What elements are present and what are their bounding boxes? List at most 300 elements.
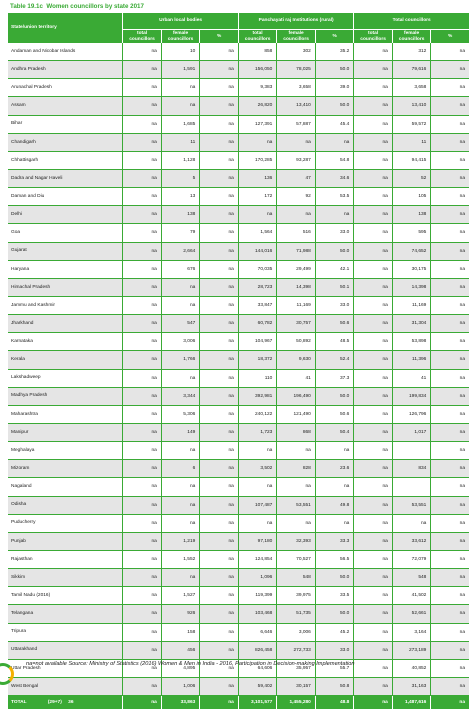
state-name-cell: Sikkim — [8, 569, 122, 587]
value-cell: 28,723 — [238, 279, 277, 297]
total-states-sum: 36 — [68, 699, 74, 705]
value-cell: na — [353, 370, 392, 388]
value-cell: 31,163 — [392, 678, 431, 696]
value-cell: na — [238, 134, 277, 152]
value-cell: na — [353, 97, 392, 115]
state-name-cell: Kerala — [8, 351, 122, 369]
value-cell: na — [161, 497, 200, 515]
table-row — [8, 605, 469, 623]
rural-total-header: total councillors — [238, 29, 277, 43]
state-name-cell: Daman and Diu — [8, 188, 122, 206]
value-cell: na — [122, 424, 161, 442]
value-cell: 3,658 — [276, 79, 315, 97]
value-cell: 273,189 — [392, 642, 431, 660]
value-cell: na — [353, 170, 392, 188]
value-cell: 37.3 — [315, 370, 354, 388]
value-cell: na — [122, 43, 161, 61]
table-number: Table 19.1c — [10, 3, 43, 10]
value-cell: na — [430, 61, 469, 79]
total-cell: na — [430, 696, 469, 709]
value-cell: 3,164 — [392, 624, 431, 642]
value-cell: na — [122, 388, 161, 406]
state-name-cell: Chandigarh — [8, 134, 122, 152]
value-cell: na — [199, 116, 238, 134]
state-name-cell: Haryana — [8, 261, 122, 279]
value-cell: na — [430, 478, 469, 496]
table-row — [8, 533, 469, 551]
value-cell: na — [430, 533, 469, 551]
value-cell: na — [392, 515, 431, 533]
value-cell: na — [122, 642, 161, 660]
value-cell: 70,035 — [238, 261, 277, 279]
source-footnote: na=not available Source: Ministry of Statistics (2016) Women & Men in India - 2016, Participation in Decision-making Implementation — [26, 661, 355, 667]
value-cell: na — [199, 170, 238, 188]
value-cell: na — [161, 297, 200, 315]
value-cell: 52,661 — [392, 605, 431, 623]
value-cell: na — [161, 515, 200, 533]
value-cell: na — [122, 315, 161, 333]
value-cell: 149 — [161, 424, 200, 442]
value-cell: na — [238, 515, 277, 533]
value-cell: na — [199, 388, 238, 406]
value-cell: 124,854 — [238, 551, 277, 569]
value-cell: na — [199, 261, 238, 279]
state-name-cell: Telangana — [8, 605, 122, 623]
value-cell: 74,652 — [392, 243, 431, 261]
table-row — [8, 279, 469, 297]
value-cell: 29,499 — [276, 261, 315, 279]
value-cell: na — [122, 152, 161, 170]
state-name-cell: Himachal Pradesh — [8, 279, 122, 297]
value-cell: na — [430, 642, 469, 660]
value-cell: na — [353, 79, 392, 97]
value-cell: na — [430, 315, 469, 333]
value-cell: na — [122, 116, 161, 134]
value-cell: na — [199, 551, 238, 569]
value-cell: 48.5 — [315, 333, 354, 351]
value-cell: 172 — [238, 188, 277, 206]
total-cell: 48.8 — [315, 696, 354, 709]
value-cell: 53,898 — [392, 333, 431, 351]
value-cell: na — [199, 79, 238, 97]
value-cell: 50.0 — [315, 569, 354, 587]
value-cell: 32,393 — [276, 533, 315, 551]
value-cell: na — [430, 660, 469, 678]
value-cell: na — [199, 442, 238, 460]
total-label: TOTAL — [11, 699, 27, 705]
value-cell: 50.6 — [315, 315, 354, 333]
total-cell: na — [353, 696, 392, 709]
value-cell: na — [430, 116, 469, 134]
value-cell: 50.0 — [315, 388, 354, 406]
value-cell: na — [353, 497, 392, 515]
value-cell: 11,169 — [276, 297, 315, 315]
value-cell: 1,006 — [161, 678, 200, 696]
value-cell: 59,572 — [392, 116, 431, 134]
state-name-cell: Nagaland — [8, 478, 122, 496]
total-cell: 1,487,616 — [392, 696, 431, 709]
state-name-cell: Delhi — [8, 206, 122, 224]
value-cell: na — [353, 243, 392, 261]
value-cell: na — [122, 442, 161, 460]
value-cell: 93,287 — [276, 152, 315, 170]
value-cell: 3,006 — [276, 624, 315, 642]
value-cell: 52.4 — [315, 351, 354, 369]
value-cell: na — [430, 460, 469, 478]
value-cell: na — [122, 678, 161, 696]
urban-pct-header: % — [199, 29, 238, 43]
state-name-cell: Lakshadweep — [8, 370, 122, 388]
state-name-cell: Jammu and Kashmir — [8, 297, 122, 315]
value-cell: 1,685 — [161, 116, 200, 134]
value-cell: 50.8 — [315, 678, 354, 696]
value-cell: na — [353, 279, 392, 297]
value-cell: na — [353, 224, 392, 242]
value-cell: 119,399 — [238, 587, 277, 605]
value-cell: na — [430, 515, 469, 533]
value-cell: 196,490 — [276, 388, 315, 406]
value-cell: na — [430, 79, 469, 97]
value-cell: 144,016 — [238, 243, 277, 261]
value-cell: 64,606 — [238, 660, 277, 678]
total-cell: na — [199, 696, 238, 709]
value-cell: 121,490 — [276, 406, 315, 424]
value-cell: 50.0 — [315, 605, 354, 623]
value-cell: na — [122, 333, 161, 351]
value-cell: na — [430, 624, 469, 642]
value-cell: na — [353, 297, 392, 315]
total-label-cell — [8, 696, 122, 709]
value-cell: na — [353, 587, 392, 605]
value-cell: na — [122, 79, 161, 97]
value-cell: na — [430, 424, 469, 442]
value-cell: na — [430, 497, 469, 515]
table-row — [8, 243, 469, 261]
value-cell: na — [122, 478, 161, 496]
value-cell: 13,410 — [392, 97, 431, 115]
state-name-cell: Puducherry — [8, 515, 122, 533]
value-cell: 3,658 — [392, 79, 431, 97]
value-cell: na — [122, 261, 161, 279]
value-cell: 60,782 — [238, 315, 277, 333]
value-cell: 199,834 — [392, 388, 431, 406]
value-cell: 35,957 — [276, 660, 315, 678]
value-cell: 34.6 — [315, 170, 354, 188]
value-cell: 1,766 — [161, 351, 200, 369]
value-cell: na — [353, 206, 392, 224]
table-row — [8, 515, 469, 533]
value-cell: 50.0 — [315, 61, 354, 79]
value-cell: na — [353, 116, 392, 134]
total-row — [8, 696, 469, 709]
value-cell: na — [353, 61, 392, 79]
state-name-cell: Jharkhand — [8, 315, 122, 333]
value-cell: 35.2 — [315, 43, 354, 61]
urban-female-header: female councillors — [161, 29, 200, 43]
value-cell: 4,895 — [161, 660, 200, 678]
value-cell: na — [353, 605, 392, 623]
value-cell: 33,612 — [392, 533, 431, 551]
value-cell: na — [430, 134, 469, 152]
value-cell: na — [353, 388, 392, 406]
value-cell: 302 — [276, 43, 315, 61]
value-cell: na — [199, 569, 238, 587]
state-name-cell: Meghalaya — [8, 442, 122, 460]
table-row — [8, 388, 469, 406]
value-cell: na — [353, 424, 392, 442]
value-cell: na — [353, 624, 392, 642]
value-cell: 11 — [392, 134, 431, 152]
state-name-cell: Maharashtra — [8, 406, 122, 424]
table-row — [8, 569, 469, 587]
value-cell: na — [199, 642, 238, 660]
value-cell: 170,285 — [238, 152, 277, 170]
value-cell: 59,402 — [238, 678, 277, 696]
value-cell: 53,551 — [276, 497, 315, 515]
value-cell: na — [199, 243, 238, 261]
value-cell: na — [122, 533, 161, 551]
value-cell: 18,372 — [238, 351, 277, 369]
value-cell: 158 — [161, 624, 200, 642]
value-cell: 14,398 — [392, 279, 431, 297]
value-cell — [392, 478, 431, 496]
value-cell: na — [430, 279, 469, 297]
value-cell: na — [315, 134, 354, 152]
value-cell: na — [199, 188, 238, 206]
value-cell: na — [161, 79, 200, 97]
value-cell: na — [199, 587, 238, 605]
value-cell: 676 — [161, 261, 200, 279]
value-cell: na — [122, 497, 161, 515]
value-cell: 127,391 — [238, 116, 277, 134]
value-cell: na — [430, 333, 469, 351]
value-cell: na — [122, 297, 161, 315]
table-row — [8, 297, 469, 315]
value-cell: na — [353, 569, 392, 587]
table-row — [8, 406, 469, 424]
table-row — [8, 587, 469, 605]
value-cell: 11,396 — [392, 351, 431, 369]
table-row — [8, 188, 469, 206]
value-cell: na — [122, 170, 161, 188]
value-cell: 516 — [276, 224, 315, 242]
value-cell: na — [122, 206, 161, 224]
rural-female-header: female councillors — [276, 29, 315, 43]
table-row — [8, 478, 469, 496]
table-title — [10, 3, 144, 10]
state-name-cell: Tamil Nadu (2016) — [8, 587, 122, 605]
state-name-cell: Gujarat — [8, 243, 122, 261]
value-cell: na — [122, 569, 161, 587]
value-cell: na — [353, 660, 392, 678]
value-cell: na — [276, 478, 315, 496]
value-cell: na — [315, 515, 354, 533]
councillors-table — [8, 13, 469, 709]
value-cell: na — [199, 206, 238, 224]
value-cell: na — [199, 678, 238, 696]
value-cell: na — [353, 351, 392, 369]
value-cell: na — [122, 134, 161, 152]
value-cell: na — [238, 478, 277, 496]
value-cell: na — [199, 460, 238, 478]
value-cell: na — [122, 243, 161, 261]
state-name-cell: Punjab — [8, 533, 122, 551]
value-cell: 3,344 — [161, 388, 200, 406]
value-cell: 107,487 — [238, 497, 277, 515]
value-cell: na — [122, 624, 161, 642]
value-cell: 94,415 — [392, 152, 431, 170]
value-cell: na — [430, 587, 469, 605]
value-cell: na — [199, 61, 238, 79]
value-cell: 272,733 — [276, 642, 315, 660]
value-cell: 41 — [392, 370, 431, 388]
value-cell: 828 — [276, 460, 315, 478]
value-cell: na — [430, 206, 469, 224]
value-cell: 9,630 — [276, 351, 315, 369]
value-cell: na — [430, 605, 469, 623]
value-cell: na — [276, 206, 315, 224]
value-cell: na — [199, 660, 238, 678]
value-cell: na — [276, 515, 315, 533]
value-cell: na — [276, 442, 315, 460]
value-cell: 72,079 — [392, 551, 431, 569]
value-cell: na — [430, 569, 469, 587]
value-cell: 30,757 — [276, 315, 315, 333]
value-cell: 548 — [392, 569, 431, 587]
value-cell: 79,616 — [392, 61, 431, 79]
value-cell: 53,551 — [392, 497, 431, 515]
value-cell: na — [122, 97, 161, 115]
value-cell: 548 — [276, 569, 315, 587]
state-name-cell: Chhattisgarh — [8, 152, 122, 170]
value-cell: na — [122, 370, 161, 388]
table-row — [8, 642, 469, 660]
value-cell: 456 — [161, 642, 200, 660]
value-cell: 312 — [392, 43, 431, 61]
value-cell: 6 — [161, 460, 200, 478]
table-row — [8, 497, 469, 515]
value-cell: 50,892 — [276, 333, 315, 351]
table-row — [8, 61, 469, 79]
value-cell: na — [353, 515, 392, 533]
all-total-header: total councillors — [353, 29, 392, 43]
value-cell: 45.4 — [315, 116, 354, 134]
table-row — [8, 624, 469, 642]
value-cell: 6,646 — [238, 624, 277, 642]
value-cell: na — [199, 315, 238, 333]
value-cell: na — [430, 406, 469, 424]
state-name-cell: Karnataka — [8, 333, 122, 351]
value-cell: 92 — [276, 188, 315, 206]
value-cell: na — [315, 206, 354, 224]
value-cell: 5,306 — [161, 406, 200, 424]
value-cell: 240,122 — [238, 406, 277, 424]
value-cell: 39.0 — [315, 79, 354, 97]
value-cell: 1,552 — [161, 551, 200, 569]
value-cell: 55.7 — [315, 660, 354, 678]
value-cell: na — [430, 261, 469, 279]
value-cell: 104,967 — [238, 333, 277, 351]
value-cell: 834 — [392, 460, 431, 478]
total-states-count: (29+7) — [47, 699, 62, 705]
value-cell: na — [199, 351, 238, 369]
value-cell: 50.1 — [315, 279, 354, 297]
table-row — [8, 152, 469, 170]
value-cell: 1,527 — [161, 587, 200, 605]
state-name-cell: Odisha — [8, 497, 122, 515]
value-cell: 50.0 — [315, 97, 354, 115]
value-cell: 54.8 — [315, 152, 354, 170]
value-cell: 2,664 — [161, 243, 200, 261]
value-cell: na — [430, 188, 469, 206]
value-cell: na — [276, 134, 315, 152]
state-name-cell: Assam — [8, 97, 122, 115]
state-name-cell: Bihar — [8, 116, 122, 134]
table-row — [8, 424, 469, 442]
value-cell: na — [199, 134, 238, 152]
value-cell: na — [353, 551, 392, 569]
value-cell: na — [122, 188, 161, 206]
value-cell: 30,175 — [392, 261, 431, 279]
state-name-cell: Tripura — [8, 624, 122, 642]
value-cell: na — [430, 97, 469, 115]
value-cell: 926 — [161, 605, 200, 623]
value-cell: na — [353, 478, 392, 496]
value-cell: na — [353, 134, 392, 152]
value-cell: na — [353, 261, 392, 279]
value-cell: na — [353, 642, 392, 660]
value-cell: 1,128 — [161, 152, 200, 170]
value-cell: 53.5 — [315, 188, 354, 206]
table-row — [8, 442, 469, 460]
value-cell: na — [161, 478, 200, 496]
value-cell: na — [199, 624, 238, 642]
value-cell: na — [430, 678, 469, 696]
value-cell: na — [199, 424, 238, 442]
value-cell: na — [199, 97, 238, 115]
value-cell: 97,180 — [238, 533, 277, 551]
value-cell: 105 — [392, 188, 431, 206]
value-cell: na — [199, 224, 238, 242]
table-row — [8, 170, 469, 188]
table-row — [8, 97, 469, 115]
value-cell: 110 — [238, 370, 277, 388]
value-cell: 156,050 — [238, 61, 277, 79]
value-cell: 31,304 — [392, 315, 431, 333]
value-cell: 33.5 — [315, 587, 354, 605]
value-cell: 1,096 — [238, 569, 277, 587]
value-cell: 78,025 — [276, 61, 315, 79]
value-cell: na — [199, 297, 238, 315]
value-cell: 13,410 — [276, 97, 315, 115]
value-cell: na — [122, 515, 161, 533]
value-cell: 14,398 — [276, 279, 315, 297]
state-name-cell: West Bengal — [8, 678, 122, 696]
value-cell: 49.8 — [315, 497, 354, 515]
value-cell: 33.3 — [315, 533, 354, 551]
value-cell: 50.6 — [315, 406, 354, 424]
panchayat-group-header: Panchayati raj Institutions (rural) — [238, 13, 354, 29]
value-cell: 52 — [392, 170, 431, 188]
value-cell: 39,975 — [276, 587, 315, 605]
value-cell: na — [430, 152, 469, 170]
value-cell: na — [122, 61, 161, 79]
value-cell: 1,564 — [238, 224, 277, 242]
value-cell: 33,847 — [238, 297, 277, 315]
value-cell: na — [122, 587, 161, 605]
value-cell: 595 — [392, 224, 431, 242]
value-cell: 26,820 — [238, 97, 277, 115]
